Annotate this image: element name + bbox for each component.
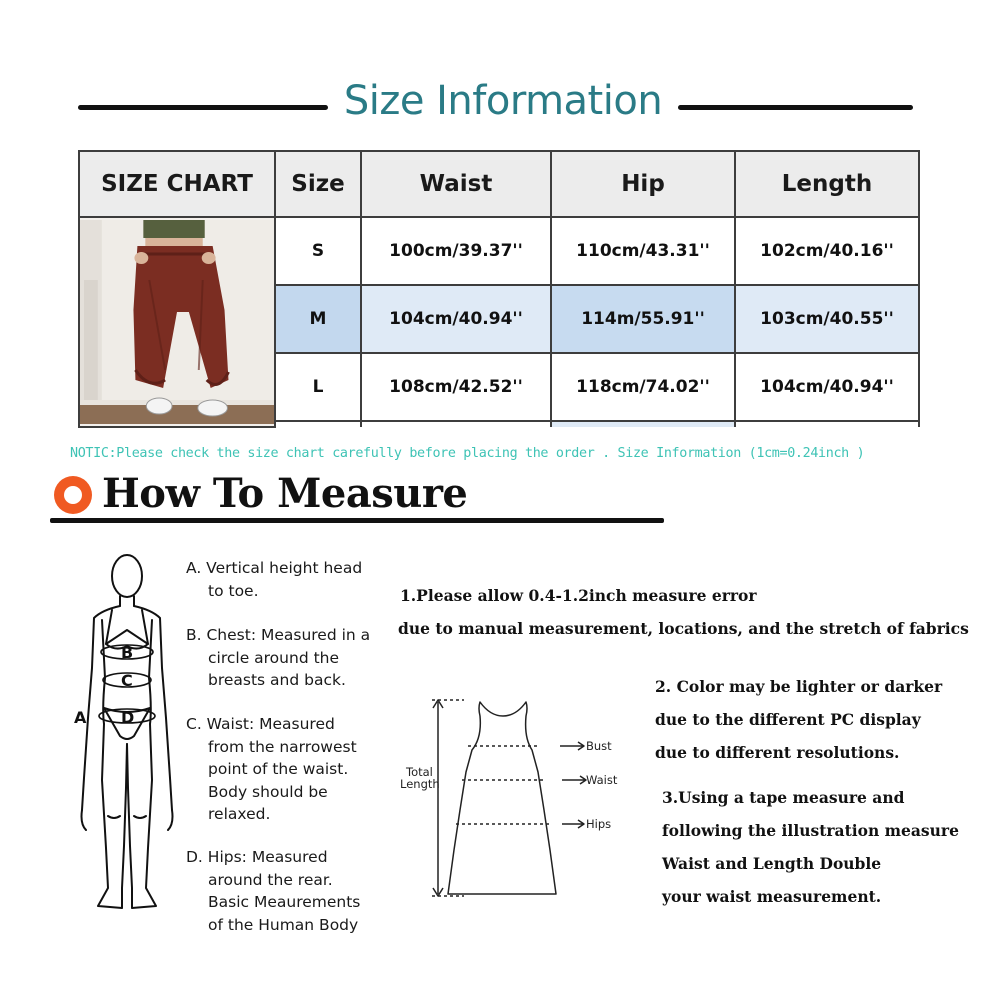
note-line: breasts and back.	[208, 671, 346, 689]
note-height	[186, 557, 362, 602]
instruction-3-cont3: your waist measurement.	[662, 887, 882, 906]
note-line: D. Hips: Measured	[186, 848, 328, 866]
table-header-row	[79, 151, 919, 217]
instruction-1: 1.Please allow 0.4-1.2inch measure error	[400, 586, 757, 605]
row-s-length: 102cm/40.16''	[735, 217, 919, 285]
instruction-2-cont: due to the different PC display	[655, 710, 921, 729]
row-m-size: M	[275, 285, 361, 353]
note-waist	[186, 713, 357, 826]
title-row	[78, 76, 913, 132]
header-size-chart: SIZE CHART	[79, 151, 275, 217]
product-photo	[79, 217, 275, 427]
cut-cell	[361, 421, 551, 427]
size-table	[78, 150, 920, 428]
note-line: Body should be	[208, 782, 328, 801]
instruction-3-cont: following the illustration measure	[662, 821, 959, 840]
header-size: Size	[275, 151, 361, 217]
label-a: A	[74, 708, 87, 727]
instruction-2-cont2: due to different resolutions.	[655, 743, 900, 762]
instruction-3-cont2: Waist and Length Double	[662, 854, 882, 873]
title-rule-right	[678, 105, 913, 110]
orange-ring-icon	[54, 476, 92, 514]
total-length-label-2: Length	[400, 777, 440, 791]
label-c: C	[121, 671, 133, 690]
note-line: Basic Meaurements	[208, 893, 361, 911]
cut-cell	[735, 421, 919, 427]
row-s-size: S	[275, 217, 361, 285]
note-line: relaxed.	[208, 805, 271, 823]
row-s-hip: 110cm/43.31''	[551, 217, 735, 285]
waist-label: Waist	[586, 773, 618, 787]
note-line: B. Chest: Measured in a	[186, 626, 371, 644]
row-l-hip: 118cm/74.02''	[551, 353, 735, 421]
label-d: D	[121, 708, 135, 727]
row-l-length: 104cm/40.94''	[735, 353, 919, 421]
how-to-measure-rule	[50, 518, 664, 523]
row-m-waist: 104cm/40.94''	[361, 285, 551, 353]
note-line: of the Human Body	[208, 915, 359, 934]
page-title: Size Information	[343, 78, 663, 124]
cut-cell	[275, 421, 361, 427]
row-m-length: 103cm/40.55''	[735, 285, 919, 353]
table-row	[79, 217, 919, 285]
header-length: Length	[735, 151, 919, 217]
note-line: from the narrowest	[208, 737, 357, 756]
row-m-hip: 114m/55.91''	[551, 285, 735, 353]
size-notice: NOTIC:Please check the size chart carefully before placing the order . Size Information (1cm=0.24inch )	[70, 446, 865, 461]
header-waist: Waist	[361, 151, 551, 217]
row-s-waist: 100cm/39.37''	[361, 217, 551, 285]
title-rule-left	[78, 105, 328, 110]
bust-label: Bust	[586, 739, 612, 753]
note-line: around the rear.	[208, 870, 333, 889]
note-chest	[186, 624, 370, 692]
note-line: circle around the	[208, 648, 340, 667]
note-line: C. Waist: Measured	[186, 715, 335, 733]
instruction-1-cont: due to manual measurement, locations, and the stretch of fabrics	[398, 619, 969, 638]
body-figure-illustration	[72, 548, 182, 920]
note-line: to toe.	[208, 581, 259, 600]
instruction-2: 2. Color may be lighter or darker	[655, 677, 943, 696]
note-line: point of the waist.	[208, 760, 349, 778]
dress-measurement-diagram	[398, 690, 628, 900]
how-to-measure-title: How To Measure	[102, 470, 468, 517]
how-to-measure-header	[50, 470, 670, 530]
row-l-waist: 108cm/42.52''	[361, 353, 551, 421]
row-l-size: L	[275, 353, 361, 421]
note-line: A. Vertical height head	[186, 559, 363, 577]
label-b: B	[121, 643, 134, 662]
header-hip: Hip	[551, 151, 735, 217]
total-length-label-1: Total	[406, 765, 433, 779]
cut-cell	[551, 421, 735, 427]
pants-photo-image	[80, 220, 274, 424]
hips-label: Hips	[586, 817, 612, 831]
instruction-3: 3.Using a tape measure and	[662, 788, 905, 807]
note-hips	[186, 846, 360, 936]
